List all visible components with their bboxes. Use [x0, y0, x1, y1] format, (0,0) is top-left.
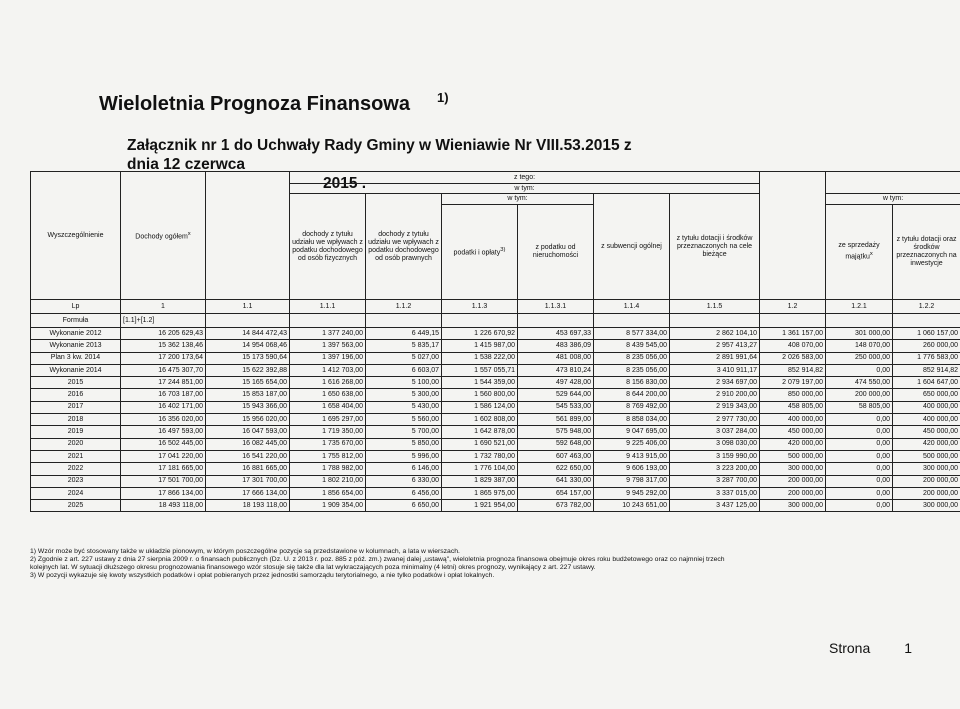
value-cell: 1 560 800,00	[442, 389, 518, 401]
value-cell: 16 475 307,70	[121, 364, 206, 376]
lp-cell: 1.1.4	[594, 300, 670, 314]
value-cell: 5 850,00	[366, 438, 442, 450]
value-cell: 9 606 193,00	[594, 463, 670, 475]
value-cell: 5 027,00	[366, 352, 442, 364]
table-row	[31, 463, 960, 475]
value-cell: 0,00	[826, 500, 893, 512]
page-label: Strona	[829, 640, 871, 656]
value-cell: 300 000,00	[893, 500, 960, 512]
value-cell: 17 301 700,00	[206, 475, 290, 487]
value-cell: 473 810,24	[518, 364, 594, 376]
value-cell: 8 156 830,00	[594, 377, 670, 389]
value-cell: 545 533,00	[518, 401, 594, 413]
value-cell: 5 430,00	[366, 401, 442, 413]
value-cell: 0,00	[826, 450, 893, 462]
row-label: 2023	[31, 475, 121, 487]
header-w-tym-a: w tym:	[290, 184, 760, 194]
row-label: Plan 3 kw. 2014	[31, 352, 121, 364]
value-cell: 5 700,00	[366, 426, 442, 438]
value-cell: 301 000,00	[826, 328, 893, 340]
row-label: 2016	[31, 389, 121, 401]
value-cell: 450 000,00	[893, 426, 960, 438]
formula-empty-cell	[366, 314, 442, 328]
value-cell: 3 410 911,17	[670, 364, 760, 376]
lp-cell: 1.1.5	[670, 300, 760, 314]
value-cell: 575 948,00	[518, 426, 594, 438]
value-cell: 1 755 812,00	[290, 450, 366, 462]
row-label: 2019	[31, 426, 121, 438]
value-cell: 1 802 210,00	[290, 475, 366, 487]
header-nieruchomosci: z podatku od nieruchomości	[518, 205, 594, 300]
value-cell: 2 934 697,00	[670, 377, 760, 389]
value-cell: 15 956 020,00	[206, 414, 290, 426]
row-label: 2022	[31, 463, 121, 475]
value-cell: 420 000,00	[893, 438, 960, 450]
value-cell: 5 100,00	[366, 377, 442, 389]
value-cell: 14 844 472,43	[206, 328, 290, 340]
value-cell: 5 560,00	[366, 414, 442, 426]
value-cell: 0,00	[826, 463, 893, 475]
value-cell: 8 858 034,00	[594, 414, 670, 426]
value-cell: 8 439 545,00	[594, 340, 670, 352]
table-row	[31, 352, 960, 364]
value-cell: 6 146,00	[366, 463, 442, 475]
value-cell: 1 865 975,00	[442, 487, 518, 499]
value-cell: 400 000,00	[760, 414, 826, 426]
value-cell: 200 000,00	[760, 475, 826, 487]
value-cell: 2 957 413,27	[670, 340, 760, 352]
value-cell: 9 798 317,00	[594, 475, 670, 487]
header-pit: dochody z tytułu udziału we wpływach z podatku dochodowego od osób fizycznych	[290, 194, 366, 300]
value-cell: 260 000,00	[893, 340, 960, 352]
value-cell: 3 223 200,00	[670, 463, 760, 475]
value-cell: 1 642 878,00	[442, 426, 518, 438]
value-cell: 3 098 030,00	[670, 438, 760, 450]
value-cell: 1 829 387,00	[442, 475, 518, 487]
header-subwencji: z subwencji ogólnej	[594, 194, 670, 300]
value-cell: 474 550,00	[826, 377, 893, 389]
value-cell: 852 914,82	[760, 364, 826, 376]
value-cell: 5 996,00	[366, 450, 442, 462]
value-cell: 1 604 647,00	[893, 377, 960, 389]
subtitle-line-2: 2015 .	[323, 175, 367, 192]
value-cell: 1 361 157,00	[760, 328, 826, 340]
formula-empty-cell	[206, 314, 290, 328]
value-cell: 0,00	[826, 487, 893, 499]
footnote-1: 1) Wzór może być stosowany także w układzie pionowym, w którym poszczególne pozycje są przedstawione w kolumnach, a lata w wierszach.	[30, 548, 460, 555]
table-row	[31, 401, 960, 413]
value-cell: 5 300,00	[366, 389, 442, 401]
value-cell: 15 362 138,46	[121, 340, 206, 352]
lp-row	[31, 300, 960, 314]
table-row	[31, 500, 960, 512]
value-cell: 300 000,00	[760, 463, 826, 475]
header-dotacji: z tytułu dotacji i środków przeznaczonych na cele bieżące	[670, 194, 760, 300]
value-cell: 15 622 392,88	[206, 364, 290, 376]
value-cell: 16 881 665,00	[206, 463, 290, 475]
value-cell: 16 047 593,00	[206, 426, 290, 438]
value-cell: 17 666 134,00	[206, 487, 290, 499]
value-cell: 1 856 654,00	[290, 487, 366, 499]
value-cell: 0,00	[826, 426, 893, 438]
value-cell: 14 954 068,46	[206, 340, 290, 352]
header-dochody-ogolem: Dochody ogółem$^x$	[121, 172, 206, 300]
header-podatki: podatki i opłaty$^{3)}$	[442, 205, 518, 300]
value-cell: 16 356 020,00	[121, 414, 206, 426]
footnote-3: 3) W pozycji wykazuje się kwoty wszystkich podatków i opłat pobieranych przez jednostki samorządu terytorialnego, a nie tylko podatków i opłat lokalnych.	[30, 572, 495, 579]
subtitle-line-1: Załącznik nr 1 do Uchwały Rady Gminy w Wieniawie Nr VIII.53.2015 z dnia 12 czerwca	[127, 137, 632, 173]
value-cell: 641 330,00	[518, 475, 594, 487]
value-cell: 850 000,00	[760, 389, 826, 401]
value-cell: 3 037 284,00	[670, 426, 760, 438]
value-cell: 1 415 987,00	[442, 340, 518, 352]
table-row	[31, 364, 960, 376]
value-cell: 400 000,00	[893, 401, 960, 413]
value-cell: 2 910 200,00	[670, 389, 760, 401]
lp-cell: 1.2.1	[826, 300, 893, 314]
value-cell: 16 082 445,00	[206, 438, 290, 450]
header-w-tym-b: w tym:	[442, 194, 594, 205]
value-cell: 300 000,00	[893, 463, 960, 475]
value-cell: 148 070,00	[826, 340, 893, 352]
table-row	[31, 389, 960, 401]
value-cell: 654 157,00	[518, 487, 594, 499]
value-cell: 200 000,00	[893, 487, 960, 499]
formula-cell: [1.1]+[1.2]	[121, 314, 206, 328]
value-cell: 500 000,00	[760, 450, 826, 462]
table-row	[31, 414, 960, 426]
title-footnote-marker: 1)	[437, 90, 449, 105]
value-cell: 3 337 015,00	[670, 487, 760, 499]
value-cell: 2 079 197,00	[760, 377, 826, 389]
value-cell: 200 000,00	[760, 487, 826, 499]
value-cell: 2 977 730,00	[670, 414, 760, 426]
formula-empty-cell	[670, 314, 760, 328]
value-cell: 408 070,00	[760, 340, 826, 352]
row-label: Wykonanie 2014	[31, 364, 121, 376]
table-row	[31, 475, 960, 487]
value-cell: 16 497 593,00	[121, 426, 206, 438]
footnote-2-continued: kolejnych lat. W sytuacji dłuższego okresu prognozowania finansowego wzór stosuje się także dla lat wykraczających poza minimalny (4 letni) okres prognozy, wynikający z art. 227 ustawy.	[30, 564, 596, 571]
value-cell: 1 377 240,00	[290, 328, 366, 340]
value-cell: 16 205 629,43	[121, 328, 206, 340]
value-cell: 1 544 359,00	[442, 377, 518, 389]
value-cell: 400 000,00	[893, 414, 960, 426]
header-z-tego: z tego:	[290, 172, 760, 184]
value-cell: 1 060 157,00	[893, 328, 960, 340]
value-cell: 1 412 703,00	[290, 364, 366, 376]
value-cell: 8 235 056,00	[594, 352, 670, 364]
value-cell: 2 891 991,64	[670, 352, 760, 364]
value-cell: 483 386,09	[518, 340, 594, 352]
value-cell: 0,00	[826, 438, 893, 450]
lp-cell: 1.2.2	[893, 300, 960, 314]
value-cell: 1 586 124,00	[442, 401, 518, 413]
value-cell: 1 909 354,00	[290, 500, 366, 512]
value-cell: 8 235 056,00	[594, 364, 670, 376]
value-cell: 1 921 954,00	[442, 500, 518, 512]
row-label: 2024	[31, 487, 121, 499]
value-cell: 2 919 343,00	[670, 401, 760, 413]
value-cell: 607 463,00	[518, 450, 594, 462]
value-cell: 17 244 851,00	[121, 377, 206, 389]
table-row	[31, 328, 960, 340]
footnotes	[30, 548, 930, 580]
value-cell: 15 165 654,00	[206, 377, 290, 389]
value-cell: 15 173 590,64	[206, 352, 290, 364]
value-cell: 58 805,00	[826, 401, 893, 413]
lp-cell: 1.1.3	[442, 300, 518, 314]
value-cell: 8 577 334,00	[594, 328, 670, 340]
value-cell: 852 914,82	[893, 364, 960, 376]
value-cell: 200 000,00	[826, 389, 893, 401]
row-label: 2020	[31, 438, 121, 450]
value-cell: 561 899,00	[518, 414, 594, 426]
value-cell: 17 501 700,00	[121, 475, 206, 487]
value-cell: 6 449,15	[366, 328, 442, 340]
row-label: 2015	[31, 377, 121, 389]
row-label: 2017	[31, 401, 121, 413]
value-cell: 9 047 695,00	[594, 426, 670, 438]
value-cell: 650 000,00	[893, 389, 960, 401]
value-cell: 622 650,00	[518, 463, 594, 475]
value-cell: 450 000,00	[760, 426, 826, 438]
value-cell: 16 402 171,00	[121, 401, 206, 413]
lp-cell: 1.1	[206, 300, 290, 314]
value-cell: 1 557 055,71	[442, 364, 518, 376]
value-cell: 3 437 125,00	[670, 500, 760, 512]
value-cell: 9 945 292,00	[594, 487, 670, 499]
value-cell: 1 788 982,00	[290, 463, 366, 475]
formula-empty-cell	[442, 314, 518, 328]
row-label: 2021	[31, 450, 121, 462]
table-row	[31, 377, 960, 389]
formula-empty-cell	[290, 314, 366, 328]
row-label: 2018	[31, 414, 121, 426]
value-cell: 500 000,00	[893, 450, 960, 462]
lp-cell: 1.1.1	[290, 300, 366, 314]
value-cell: 17 181 665,00	[121, 463, 206, 475]
value-cell: 1 776 104,00	[442, 463, 518, 475]
value-cell: 1 538 222,00	[442, 352, 518, 364]
value-cell: 300 000,00	[760, 500, 826, 512]
value-cell: 3 287 700,00	[670, 475, 760, 487]
value-cell: 18 193 118,00	[206, 500, 290, 512]
row-label: Wykonanie 2012	[31, 328, 121, 340]
value-cell: 6 603,07	[366, 364, 442, 376]
value-cell: 1 397 196,00	[290, 352, 366, 364]
value-cell: 1 735 670,00	[290, 438, 366, 450]
value-cell: 6 456,00	[366, 487, 442, 499]
page-indicator	[829, 640, 912, 656]
row-label: 2025	[31, 500, 121, 512]
footnote-2: 2) Zgodnie z art. 227 ustawy z dnia 27 sierpnia 2009 r. o finansach publicznych (Dz. U. z 2013 r. poz. 885 z póź. zm.) zwanej dalej „ustawą", wieloletnia prognoza finansowa obejmuje okres roku budżetowego oraz co najmniej trzech	[30, 556, 725, 563]
value-cell: 1 776 583,00	[893, 352, 960, 364]
value-cell: 16 703 187,00	[121, 389, 206, 401]
value-cell: 1 732 780,00	[442, 450, 518, 462]
value-cell: 5 835,17	[366, 340, 442, 352]
formula-empty-cell	[760, 314, 826, 328]
formula-empty-cell	[594, 314, 670, 328]
value-cell: 17 866 134,00	[121, 487, 206, 499]
value-cell: 1 616 268,00	[290, 377, 366, 389]
table-row	[31, 340, 960, 352]
header-wyszczegolnienie: Wyszczególnienie	[31, 172, 121, 300]
value-cell: 1 719 350,00	[290, 426, 366, 438]
value-cell: 250 000,00	[826, 352, 893, 364]
value-cell: 15 943 366,00	[206, 401, 290, 413]
value-cell: 592 648,00	[518, 438, 594, 450]
lp-cell: 1	[121, 300, 206, 314]
value-cell: 16 541 220,00	[206, 450, 290, 462]
table-row	[31, 487, 960, 499]
table-row	[31, 438, 960, 450]
value-cell: 9 225 406,00	[594, 438, 670, 450]
value-cell: 1 658 404,00	[290, 401, 366, 413]
formula-label: Formuła	[31, 314, 121, 328]
value-cell: 15 853 187,00	[206, 389, 290, 401]
value-cell: 1 397 563,00	[290, 340, 366, 352]
value-cell: 6 330,00	[366, 475, 442, 487]
value-cell: 8 644 200,00	[594, 389, 670, 401]
value-cell: 458 805,00	[760, 401, 826, 413]
value-cell: 2 026 583,00	[760, 352, 826, 364]
value-cell: 673 782,00	[518, 500, 594, 512]
value-cell: 9 413 915,00	[594, 450, 670, 462]
value-cell: 0,00	[826, 414, 893, 426]
value-cell: 0,00	[826, 475, 893, 487]
document-title: Wieloletnia Prognoza Finansowa	[99, 93, 410, 115]
formula-empty-cell	[826, 314, 893, 328]
table-row	[31, 426, 960, 438]
value-cell: 481 008,00	[518, 352, 594, 364]
lp-label: Lp	[31, 300, 121, 314]
value-cell: 8 769 492,00	[594, 401, 670, 413]
formula-row	[31, 314, 960, 328]
formula-empty-cell	[518, 314, 594, 328]
value-cell: 1 226 670,92	[442, 328, 518, 340]
value-cell: 1 602 808,00	[442, 414, 518, 426]
header-cit: dochody z tytułu udziału we wpływach z podatku dochodowego od osób prawnych	[366, 194, 442, 300]
header-w-tym-c: w tym:	[826, 194, 960, 205]
value-cell: 497 428,00	[518, 377, 594, 389]
value-cell: 0,00	[826, 364, 893, 376]
page-number: 1	[904, 640, 913, 656]
header-dotacji-inwestycje: z tytułu dotacji oraz środków przeznaczonych na inwestycje	[893, 205, 960, 300]
table-row	[31, 450, 960, 462]
forecast-table	[30, 171, 960, 512]
lp-cell: 1.1.3.1	[518, 300, 594, 314]
value-cell: 17 041 220,00	[121, 450, 206, 462]
value-cell: 1 690 521,00	[442, 438, 518, 450]
value-cell: 1 650 638,00	[290, 389, 366, 401]
value-cell: 453 697,33	[518, 328, 594, 340]
row-label: Wykonanie 2013	[31, 340, 121, 352]
header-sprzedazy: ze sprzedaży majątku$^x$	[826, 205, 893, 300]
value-cell: 529 644,00	[518, 389, 594, 401]
value-cell: 2 862 104,10	[670, 328, 760, 340]
value-cell: 6 650,00	[366, 500, 442, 512]
value-cell: 10 243 651,00	[594, 500, 670, 512]
value-cell: 17 200 173,64	[121, 352, 206, 364]
value-cell: 200 000,00	[893, 475, 960, 487]
value-cell: 3 159 990,00	[670, 450, 760, 462]
value-cell: 16 502 445,00	[121, 438, 206, 450]
value-cell: 420 000,00	[760, 438, 826, 450]
lp-cell: 1.2	[760, 300, 826, 314]
value-cell: 18 493 118,00	[121, 500, 206, 512]
value-cell: 1 695 297,00	[290, 414, 366, 426]
lp-cell: 1.1.2	[366, 300, 442, 314]
formula-empty-cell	[893, 314, 960, 328]
